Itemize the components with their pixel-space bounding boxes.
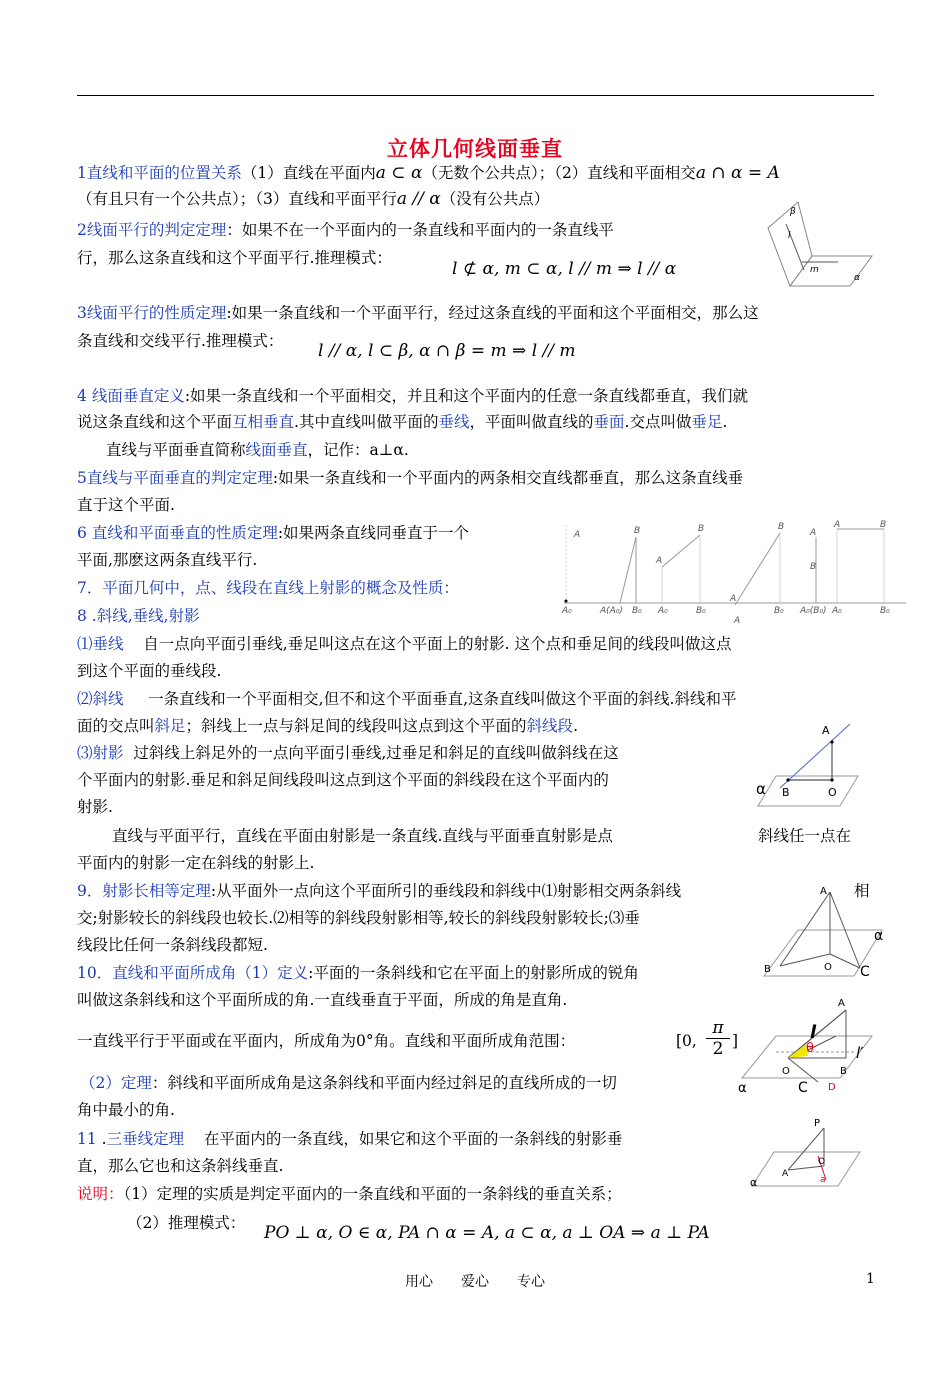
svg-text:A: A [822, 724, 830, 737]
section-5-line-2: 直于这个平面. [77, 496, 175, 514]
svg-text:A₀: A₀ [832, 606, 842, 616]
svg-text:B: B [778, 522, 785, 532]
figure-projections [560, 515, 910, 625]
svg-text:P: P [814, 1118, 821, 1129]
svg-text:A₀: A₀ [658, 606, 668, 616]
section-2-line-1: 2线面平行的判定定理：如果不在一个平面内的一条直线和平面内的一条直线平 [77, 221, 614, 239]
section-8-heading: 8 .斜线,垂线,射影 [77, 607, 200, 625]
svg-text:A(A₀): A(A₀) [600, 606, 623, 616]
section-9-line-1: 9．射影长相等定理:从平面外一点向这个平面所引的垂线段和斜线中⑴射影相交两条斜线 [77, 882, 682, 900]
svg-text:θ: θ [806, 1041, 814, 1056]
svg-text:B₀: B₀ [880, 606, 890, 616]
section-1-number: 1 [77, 164, 87, 182]
svg-text:α: α [874, 928, 884, 944]
figure-projection-plane [752, 718, 872, 810]
svg-text:a: a [820, 1175, 826, 1185]
section-11-formula: PO ⊥ α, O ∈ α, PA ∩ α = A, a ⊂ α, a ⊥ OA ⇒ a ⊥ PA [264, 1223, 710, 1243]
svg-text:B: B [782, 786, 790, 799]
section-6-heading: 直线和平面垂直的性质定理 [91, 524, 278, 542]
section-10-heading: ．直线和平面所成角（1）定义 [96, 964, 309, 982]
svg-text:B₀: B₀ [632, 606, 642, 616]
section-11-note: 说明：（1）定理的实质是判定平面内的一条直线和平面的一条斜线的垂直关系； [77, 1185, 622, 1203]
label-m: m [810, 265, 819, 275]
section-2-formula: l ⊄ α, m ⊂ α, l // m ⇒ l // α [452, 259, 677, 279]
fraction-pi-over-2: π 2 [706, 1018, 730, 1059]
section-2-heading: 线面平行的判定定理 [86, 221, 227, 239]
section-1-line-1: 1直线和平面的位置关系（1）直线在平面内a ⊂ α（无数个公共点）；（2）直线和平面相交a ∩ α = A [77, 163, 780, 183]
svg-text:B: B [698, 524, 705, 534]
svg-text:B: B [634, 526, 641, 536]
svg-text:B₀: B₀ [696, 606, 706, 616]
label-alpha: α [854, 273, 860, 283]
svg-text:B₀: B₀ [774, 606, 784, 616]
section-4-line-1: 4 线面垂直定义:如果一条直线和一个平面相交，并且和这个平面内的任意一条直线都垂直，我们就 [77, 387, 749, 405]
page-number: 1 [866, 1271, 875, 1287]
section-2-line-2: 行，那么这条直线和这个平面平行.推理模式： [77, 249, 392, 267]
section-5-heading: 直线与平面垂直的判定定理 [86, 469, 273, 487]
svg-text:A: A [656, 556, 663, 566]
svg-text:l′: l′ [856, 1044, 864, 1062]
svg-text:B: B [810, 562, 817, 572]
svg-text:A: A [730, 594, 737, 604]
figure-line-plane-angle [736, 992, 876, 1096]
section-8-para-4: 直线与平面平行，直线在平面由射影是一条直线.直线与平面垂直射影是点 [112, 827, 613, 845]
figure-equal-projections [758, 880, 888, 980]
svg-text:C: C [860, 964, 870, 980]
formula-in-plane: a ⊂ α [375, 163, 423, 183]
svg-text:D: D [828, 1082, 836, 1093]
svg-text:A: A [734, 616, 741, 626]
header-rule [77, 95, 874, 96]
section-8-para-1: ⑴垂线 自一点向平面引垂线,垂足叫这点在这个平面上的射影. 这个点和垂足间的线段叫做这点 [77, 635, 732, 653]
section-11-line-1: 11 .三垂线定理 在平面内的一条直线，如果它和这个平面的一条斜线的射影垂 [77, 1130, 623, 1148]
formula-parallel: a // α [396, 189, 441, 209]
section-4-heading: 线面垂直定义 [91, 387, 185, 405]
section-1-heading: 直线和平面的位置关系 [86, 164, 242, 182]
angle-range: [0, [676, 1032, 697, 1050]
svg-text:C: C [798, 1080, 808, 1096]
section-3-formula: l // α, l ⊂ β, α ∩ β = m ⇒ l // m [318, 341, 576, 361]
section-6-line-2: 平面,那麽这两条直线平行. [77, 551, 258, 569]
section-4-line-2: 说这条直线和这个平面互相垂直.其中直线叫做平面的垂线，平面叫做直线的垂面.交点叫做垂足. [77, 413, 728, 431]
svg-text:A₀(B₀): A₀(B₀) [800, 606, 827, 616]
svg-text:α: α [738, 1081, 747, 1096]
section-5-line-1: 5直线与平面垂直的判定定理:如果一条直线和一个平面内的两条相交直线都垂直，那么这条直线垂 [77, 469, 744, 487]
section-3-heading: 线面平行的性质定理 [86, 304, 227, 322]
svg-text:A: A [834, 520, 841, 530]
section-11-heading: 三垂线定理 [106, 1130, 185, 1148]
svg-text:O: O [782, 1066, 790, 1077]
svg-text:O: O [824, 962, 832, 973]
section-6-line-1: 6 直线和平面垂直的性质定理:如果两条直线同垂直于一个 [77, 524, 470, 542]
svg-text:O: O [818, 1157, 826, 1167]
label-l: l [788, 231, 791, 241]
section-8-para-2: ⑵斜线 一条直线和一个平面相交,但不和这个平面垂直,这条直线叫做这个平面的斜线.斜线和平 [77, 690, 737, 708]
svg-text:A: A [782, 1169, 789, 1179]
formula-intersect: a ∩ α = A [695, 163, 780, 183]
svg-text:B: B [840, 1066, 847, 1077]
section-8-para-3: ⑶射影 过斜线上斜足外的一点向平面引垂线,过垂足和斜足的直线叫做斜线在这 [77, 744, 619, 762]
section-4-line-3: 直线与平面垂直简称线面垂直，记作：a⊥α. [106, 441, 409, 459]
svg-text:B: B [764, 964, 771, 975]
figure-three-perpendiculars [748, 1112, 868, 1192]
section-3-line-2: 条直线和交线平行.推理模式： [77, 332, 284, 350]
page-footer: 用心 爱心 专心 [405, 1274, 545, 1290]
section-1-line-2: （有且只有一个公共点）；（3）直线和平面平行a // α（没有公共点） [77, 189, 550, 209]
section-10-line-1: 10．直线和平面所成角（1）定义:平面的一条斜线和它在平面上的射影所成的锐角 [77, 964, 639, 982]
svg-text:A: A [810, 528, 817, 538]
svg-text:A: A [574, 530, 581, 540]
svg-text:l: l [810, 1022, 817, 1043]
svg-text:α: α [756, 780, 766, 798]
page-title: 立体几何线面垂直 [387, 136, 563, 161]
section-7-heading: 7．平面几何中，点、线段在直线上射影的概念及性质： [77, 579, 459, 597]
svg-text:A₀: A₀ [562, 606, 572, 616]
svg-text:A: A [838, 998, 845, 1009]
svg-text:A: A [820, 886, 827, 897]
section-9-heading: ．射影长相等定理 [86, 882, 211, 900]
label-beta: β [790, 207, 796, 217]
section-3-line-1: 3线面平行的性质定理:如果一条直线和一个平面平行，经过这条直线的平面和这个平面相交，那么这 [77, 304, 759, 322]
svg-text:O: O [828, 786, 837, 799]
svg-text:B: B [880, 520, 887, 530]
svg-text:α: α [750, 1176, 758, 1189]
figure-parallel-planes [760, 198, 875, 288]
